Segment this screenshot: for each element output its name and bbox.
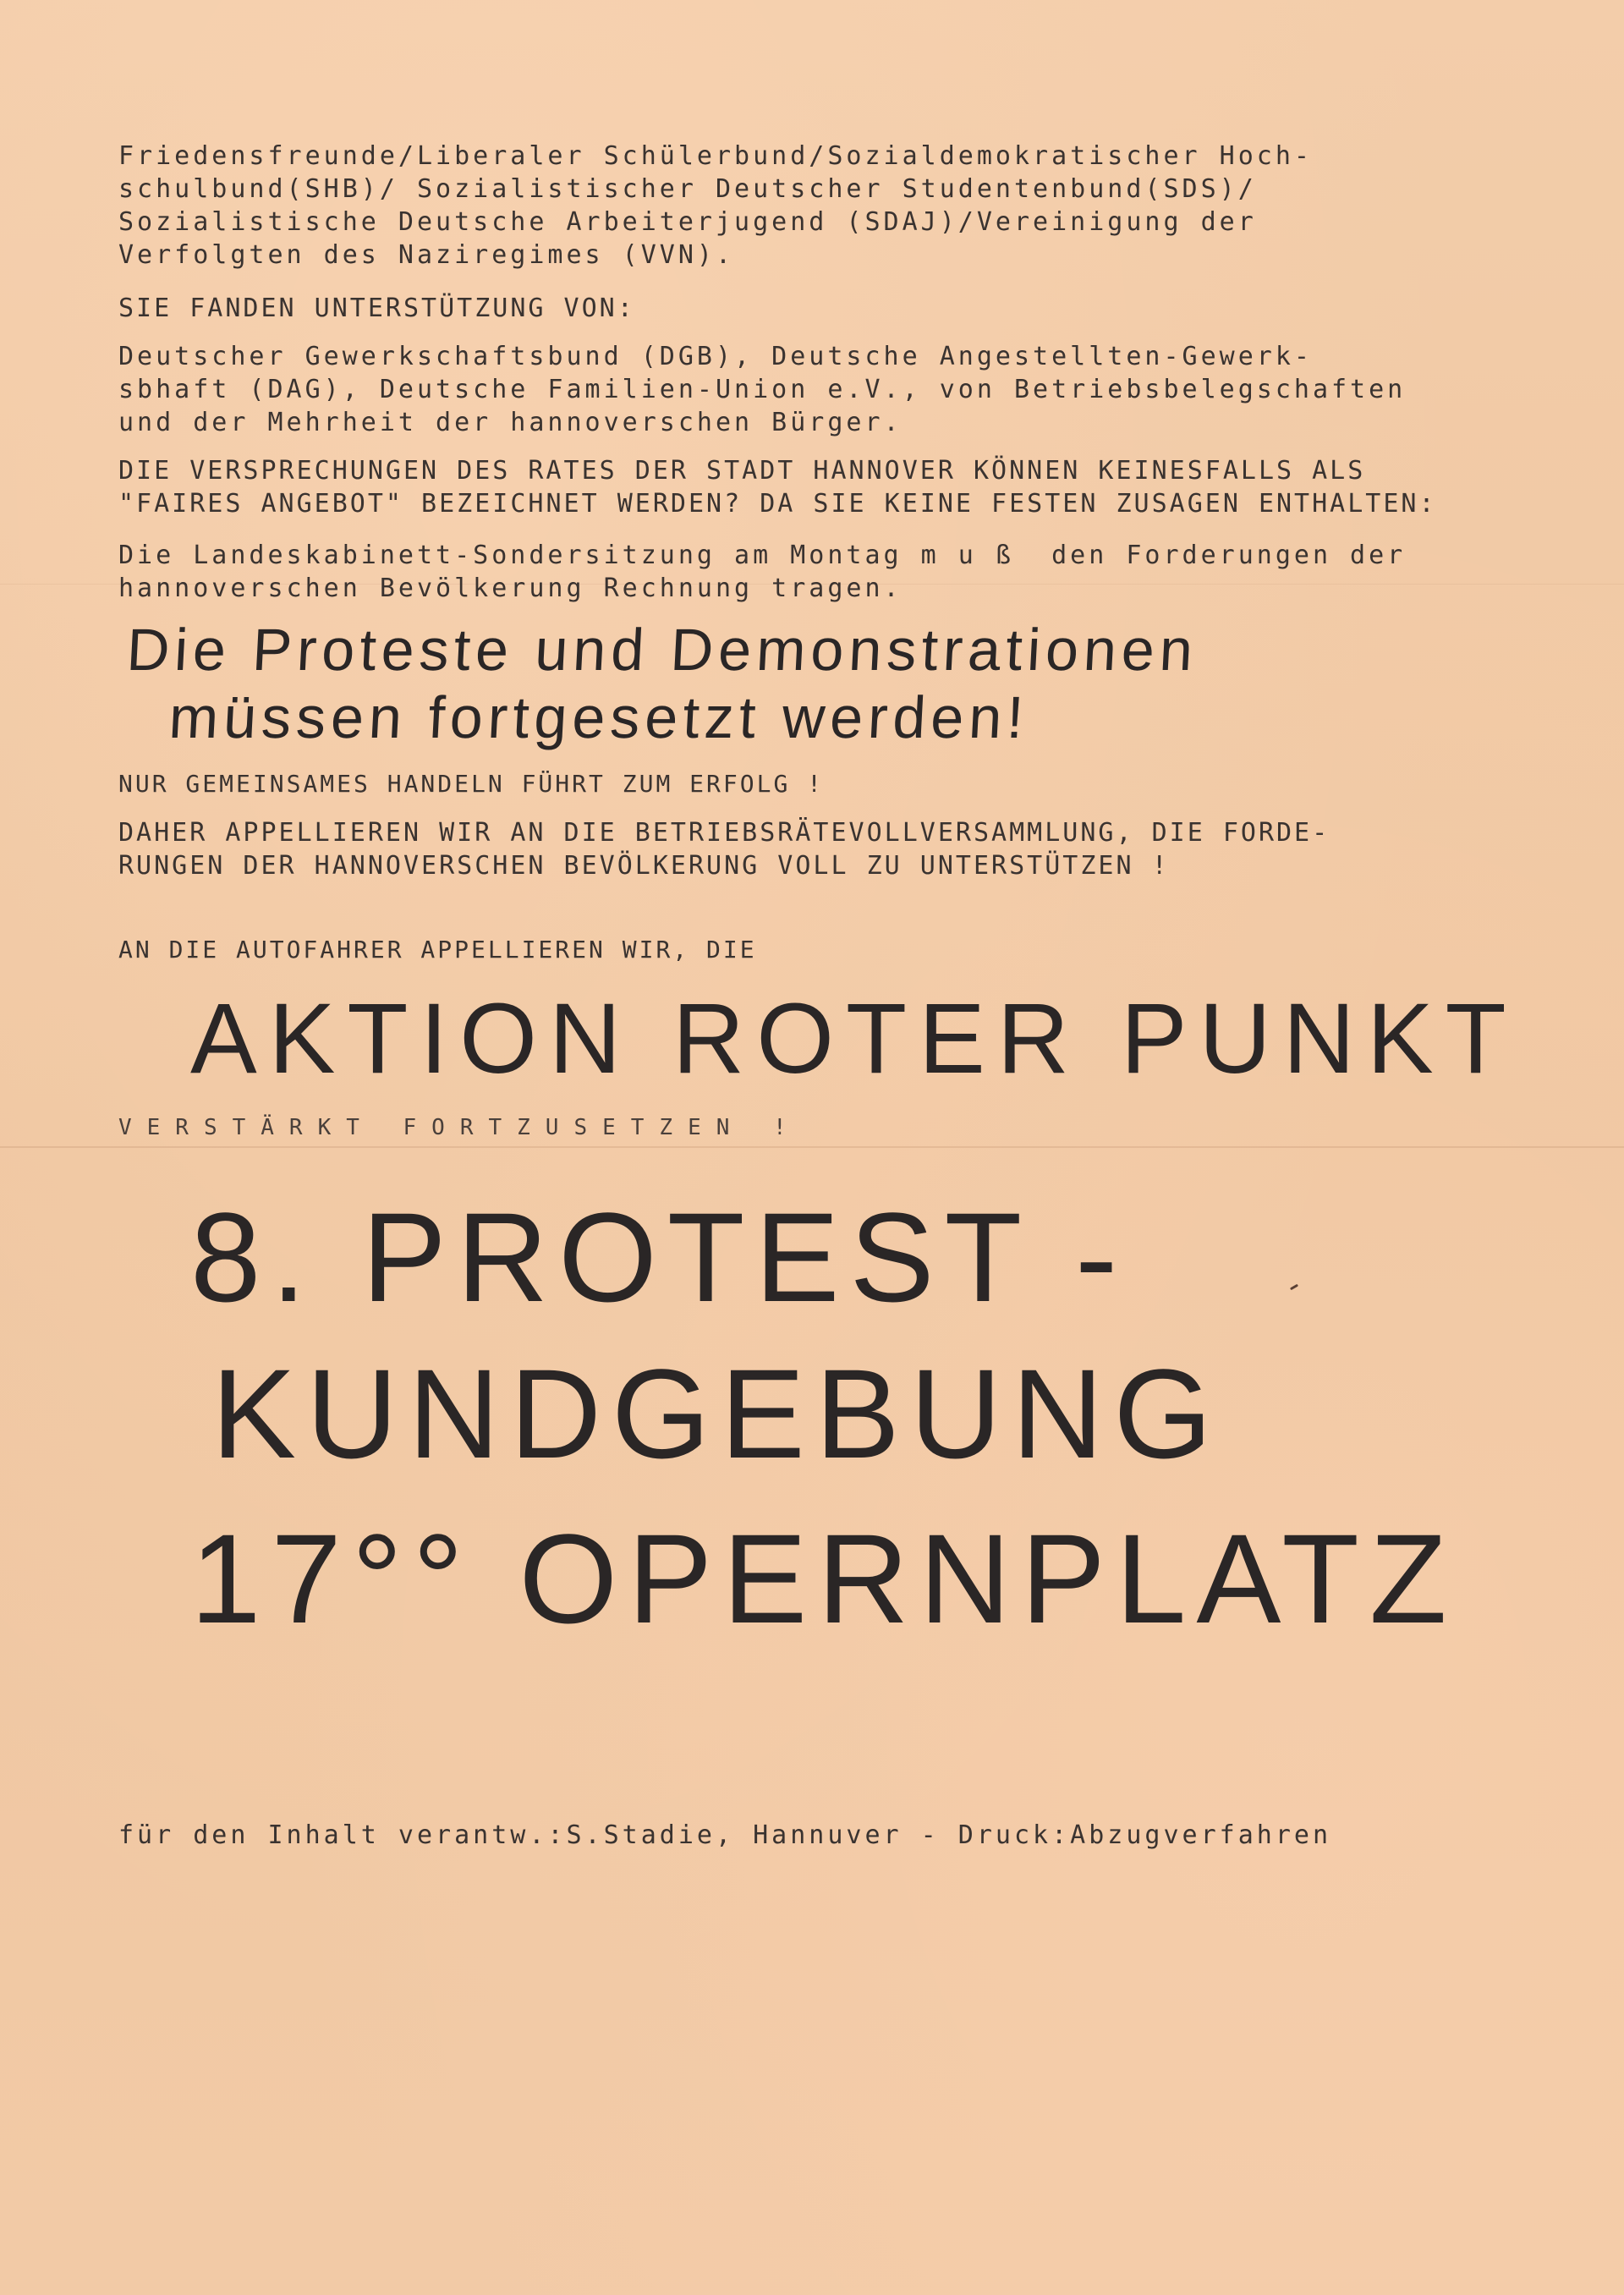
rally-line-3: 17°° OPERNPLATZ bbox=[190, 1507, 1457, 1650]
text-line: sbhaft (DAG), Deutsche Familien-Union e.V., von Betriebsbelegschaften bbox=[118, 375, 1407, 404]
appeal-drivers: AN DIE AUTOFAHRER APPELLIEREN WIR, DIE bbox=[118, 936, 757, 964]
text-line: Verfolgten des Naziregimes (VVN). bbox=[118, 240, 735, 270]
text-line: "FAIRES ANGEBOT" BEZEICHNET WERDEN? DA SIE KEINE FESTEN ZUSAGEN ENTHALTEN: bbox=[118, 489, 1437, 519]
imprint: für den Inhalt verantw.:S.Stadie, Hannuver - Druck:Abzugverfahren bbox=[118, 1820, 1331, 1850]
text-line: schulbund(SHB)/ Sozialistischer Deutscher Studentenbund(SDS)/ bbox=[118, 174, 1257, 204]
together-slogan: NUR GEMEINSAMES HANDELN FÜHRT ZUM ERFOLG ! bbox=[118, 770, 825, 798]
support-heading: SIE FANDEN UNTERSTÜTZUNG VON: bbox=[118, 294, 635, 323]
text-line: DAHER APPELLIEREN WIR AN DIE BETRIEBSRÄTEVOLLVERSAMMLUNG, DIE FORDE- bbox=[118, 818, 1330, 848]
appeal-council-paragraph bbox=[118, 816, 1330, 882]
action-continue: VERSTÄRKT FORTZUSETZEN ! bbox=[118, 1115, 802, 1140]
handwritten-protest-line-1: Die Proteste und Demonstrationen bbox=[124, 617, 1199, 683]
groups-paragraph bbox=[118, 140, 1313, 272]
rally-line-2: KUNDGEBUNG bbox=[211, 1342, 1223, 1485]
promises-paragraph bbox=[118, 454, 1437, 520]
ink-speck bbox=[1290, 1284, 1298, 1291]
text-line: RUNGEN DER HANNOVERSCHEN BEVÖLKERUNG VOLL ZU UNTERSTÜTZEN ! bbox=[118, 851, 1170, 881]
rally-line-1: 8. PROTEST - bbox=[190, 1186, 1128, 1328]
handwritten-protest-line-2: müssen fortgesetzt werden! bbox=[167, 684, 1030, 750]
text-line: Sozialistische Deutsche Arbeiterjugend (SDAJ)/Vereinigung der bbox=[118, 207, 1257, 237]
paper-fold bbox=[0, 1146, 1624, 1148]
text-line: hannoverschen Bevölkerung Rechnung tragen. bbox=[118, 574, 903, 603]
action-title: AKTION ROTER PUNKT bbox=[190, 983, 1518, 1095]
text-line: DIE VERSPRECHUNGEN DES RATES DER STADT HANNOVER KÖNNEN KEINESFALLS ALS bbox=[118, 456, 1366, 486]
supporters-paragraph bbox=[118, 340, 1406, 439]
text-line: Friedensfreunde/Liberaler Schülerbund/Sozialdemokratischer Hoch- bbox=[118, 141, 1313, 171]
cabinet-paragraph bbox=[118, 539, 1406, 605]
text-line: und der Mehrheit der hannoverschen Bürger. bbox=[118, 408, 903, 437]
text-line: Die Landeskabinett-Sondersitzung am Montag m u ß den Forderungen der bbox=[118, 541, 1407, 570]
text-line: Deutscher Gewerkschaftsbund (DGB), Deutsche Angestellten-Gewerk- bbox=[118, 342, 1313, 371]
